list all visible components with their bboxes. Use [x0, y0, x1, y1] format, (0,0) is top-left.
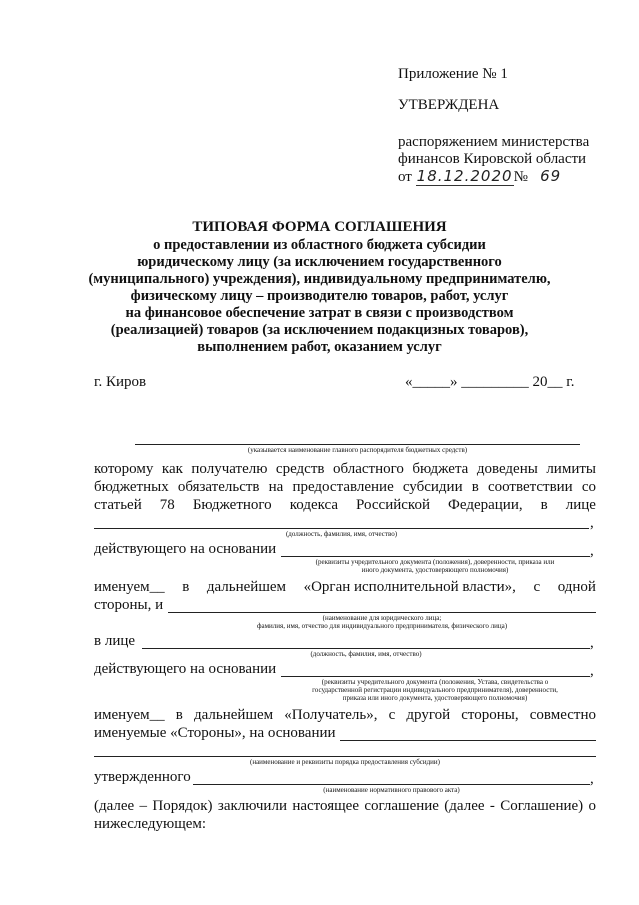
comma: ,: [590, 663, 594, 679]
word: именуем__: [94, 579, 165, 595]
title-line: на финансовое обеспечение затрат в связи с производством: [125, 305, 514, 321]
word: с: [533, 579, 541, 595]
word: в: [540, 497, 548, 513]
approved-label: УТВЕРЖДЕНА: [398, 97, 500, 113]
named-recipient-line: [94, 706, 596, 724]
caption-name: (наименование для юридического лица;: [322, 614, 442, 622]
contract-date-field[interactable]: «_____» _________ 20__ г.: [405, 374, 575, 390]
word: Бюджетного: [192, 497, 272, 513]
caption-name-b: фамилия, имя, отчество для индивидуального предпринимателя, физического лица): [256, 622, 508, 630]
order-ot: от: [398, 169, 412, 185]
basis-line-2[interactable]: [281, 676, 590, 677]
title-line: (реализацией) товаров (за исключением подакцизных товаров),: [110, 322, 529, 338]
word: в: [182, 579, 190, 595]
word: в: [175, 707, 183, 723]
word: другой: [406, 707, 451, 723]
comma: ,: [590, 515, 594, 531]
order-date-handwritten: 18.12.2020: [416, 167, 513, 185]
para1-line1: которому как получателю средств областного бюджета доведены лимиты: [94, 461, 596, 477]
parties-basis-label: именуемые «Стороны», на основании: [94, 725, 336, 741]
position-line-1[interactable]: [94, 528, 589, 529]
word: «Орган исполнительной власти»,: [303, 579, 516, 595]
other-side-label: стороны, и: [94, 597, 164, 613]
in-person-label: в лице: [94, 633, 136, 649]
basis-line-1[interactable]: [281, 556, 590, 557]
caption-requisites-1b: иного документа, удостоверяющего полномочия): [361, 566, 509, 574]
order-line-2: финансов Кировской области: [398, 151, 587, 167]
word: Федерации,: [448, 497, 523, 513]
city-label: г. Киров: [94, 374, 147, 390]
word: дальнейшем: [193, 707, 274, 723]
acting-basis-label: действующего на основании: [94, 541, 277, 557]
grantor-line[interactable]: [135, 444, 580, 445]
named-executive-line: [94, 578, 596, 596]
title-line: выполнением работ, оказанием услуг: [197, 339, 442, 355]
word: одной: [557, 579, 596, 595]
word: стороны,: [461, 707, 519, 723]
word: «Получатель»,: [284, 707, 378, 723]
comma: ,: [590, 543, 594, 559]
word: 78: [159, 497, 175, 513]
word: Российской: [356, 497, 430, 513]
comma: ,: [590, 771, 594, 787]
act-line[interactable]: [193, 784, 590, 785]
order-line-1: распоряжением министерства: [398, 134, 590, 150]
word: статьей: [94, 497, 142, 513]
caption-grantor: (указывается наименование главного распорядителя бюджетных средств): [247, 446, 468, 454]
title-line: о предоставлении из областного бюджета субсидии: [153, 237, 486, 253]
basis-line-3[interactable]: [340, 740, 596, 741]
order-date-line: [398, 167, 570, 186]
final-line-1: (далее – Порядок) заключили настоящее соглашение (далее - Соглашение) о: [94, 798, 596, 814]
title-line: (муниципального) учреждения), индивидуальному предпринимателю,: [88, 271, 551, 287]
caption-position-2: (должность, фамилия, имя, отчество): [310, 650, 422, 658]
title-line: физическому лицу – производителю товаров, работ, услуг: [130, 288, 509, 304]
order-line[interactable]: [94, 756, 596, 757]
word: с: [388, 707, 396, 723]
order-no-label: №: [513, 169, 528, 185]
caption-order: (наименование и реквизиты порядка предоставления субсидии): [250, 758, 440, 766]
word: кодекса: [289, 497, 339, 513]
document-title: ТИПОВАЯ ФОРМА СОГЛАШЕНИЯ: [192, 219, 447, 235]
word: дальнейшем: [206, 579, 287, 595]
appendix-label: Приложение № 1: [398, 66, 508, 82]
recipient-name-line[interactable]: [168, 612, 596, 613]
acting-basis-label-2: действующего на основании: [94, 661, 277, 677]
word: именуем__: [94, 707, 165, 723]
approved-by-label: утвержденного: [94, 769, 191, 785]
word: лице: [565, 497, 596, 513]
comma: ,: [590, 635, 594, 651]
caption-requisites-2: (реквизиты учредительного документа (положения, Устава, свидетельства о: [321, 678, 549, 686]
final-line-2: нижеследующем:: [94, 816, 207, 832]
position-line-2[interactable]: [142, 648, 590, 649]
para1-line3: [94, 496, 596, 514]
para1-line2: бюджетных обязательств на предоставление субсидии в соответствии со: [94, 479, 596, 495]
title-line: юридическому лицу (за исключением государственного: [137, 254, 502, 270]
caption-requisites-2b: государственной регистрации индивидуального предпринимателя), доверенности,: [312, 686, 558, 694]
word: совместно: [529, 707, 596, 723]
order-number-handwritten: 69: [540, 167, 562, 185]
caption-act: (наименование нормативного правового акта): [323, 786, 460, 794]
caption-requisites-2c: приказа или иного документа, удостоверяющего полномочия): [342, 694, 528, 702]
caption-requisites-1: (реквизиты учредительного документа (положения), доверенности, приказа или: [315, 558, 555, 566]
caption-position-1: (должность, фамилия, имя, отчество): [285, 530, 398, 538]
